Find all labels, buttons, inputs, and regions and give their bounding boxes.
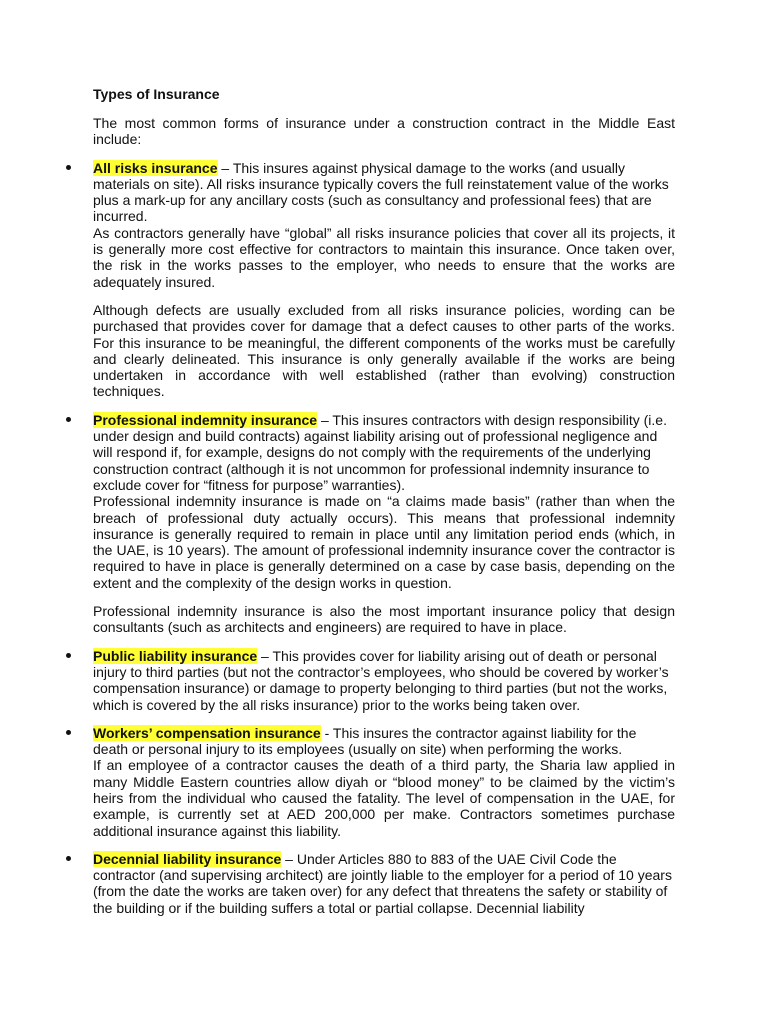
bullet-icon xyxy=(66,856,71,861)
term-highlight: All risks insurance xyxy=(93,159,218,176)
term-highlight: Workers’ compensation insurance xyxy=(93,724,321,741)
term-highlight: Professional indemnity insurance xyxy=(93,411,318,428)
bullet-icon xyxy=(66,165,71,170)
bullet-icon xyxy=(66,417,71,422)
intro-paragraph: The most common forms of insurance under a construction contract in the Middle East include: xyxy=(93,115,675,148)
list-item-decennial-liability xyxy=(93,851,675,916)
item-lead-text: – This insures contractors with design responsibility (i.e. under design and build contracts) against liability arising out of professional negligence and will respond if, for example, designs do not comply with the requirements of the underlying construction contract (although it is not uncommon for professional indemnity insurance to exclude cover for “fitness for purpose” warranties). xyxy=(93,411,667,493)
item-paragraph: If an employee of a contractor causes the death of a third party, the Sharia law applied in many Middle Eastern countries allow diyah or “blood money” to be claimed by the victim’s heirs from the individual who caused the fatality. The level of compensation in the UAE, for example, is currently set at AED 200,000 per make. Contractors sometimes purchase additional insurance against this liability. xyxy=(93,757,675,839)
list-item-all-risks xyxy=(93,160,675,400)
list-item-professional-indemnity xyxy=(93,412,675,636)
list-item-workers-compensation xyxy=(93,725,675,839)
item-paragraph: Although defects are usually excluded from all risks insurance policies, wording can be purchased that provides cover for damage that a defect causes to other parts of the works. For this insurance to be meaningful, the different components of the works must be carefully and clearly delineated. This insurance is only generally available if the works are being undertaken in accordance with well established (rather than evolving) construction techniques. xyxy=(93,301,675,400)
term-highlight: Decennial liability insurance xyxy=(93,850,282,867)
item-lead-text: - This insures the contractor against liability for the death or personal injury to its employees (usually on site) when performing the works. xyxy=(93,724,637,758)
list-item-public-liability xyxy=(93,648,675,713)
bullet-icon xyxy=(66,730,71,735)
term-highlight: Public liability insurance xyxy=(93,647,258,664)
item-lead-text: – This provides cover for liability arising out of death or personal injury to third parties (but not the contractor’s employees, who should be covered by worker’s compensation insurance) or damage to property belonging to third parties (but not the works, which is covered by the all risks insurance) prior to the works being taken over. xyxy=(93,647,669,713)
insurance-list xyxy=(93,160,675,916)
page-title: Types of Insurance xyxy=(93,86,220,102)
bullet-icon xyxy=(66,653,71,658)
item-paragraph: As contractors generally have “global” all risks insurance policies that cover all its projects, it is generally more cost effective for contractors to maintain this insurance. Once taken over, the risk in the works passes to the employer, who needs to ensure that the works are adequately insured. xyxy=(93,224,675,290)
item-paragraph: Professional indemnity insurance is made on “a claims made basis” (rather than when the breach of professional duty actually occurs). This means that professional indemnity insurance is generally required to remain in place until any limitation period ends (which, in the UAE, is 10 years). The amount of professional indemnity insurance cover the contractor is required to have in place is generally determined on a case by case basis, depending on the extent and the complexity of the design works in question. xyxy=(93,493,675,591)
item-paragraph: Professional indemnity insurance is also the most important insurance policy that design consultants (such as architects and engineers) are required to have in place. xyxy=(93,603,675,636)
item-lead-text: – Under Articles 880 to 883 of the UAE Civil Code the contractor (and supervising architect) are jointly liable to the employer for a period of 10 years (from the date the works are taken over) for any defect that threatens the safety or stability of the building or if the building suffers a total or partial collapse. Decennial liability xyxy=(93,850,672,916)
item-lead-text: – This insures against physical damage to the works (and usually materials on site). All risks insurance typically covers the full reinstatement value of the works plus a mark-up for any ancillary costs (such as consultancy and professional fees) that are incurred. xyxy=(93,159,669,225)
